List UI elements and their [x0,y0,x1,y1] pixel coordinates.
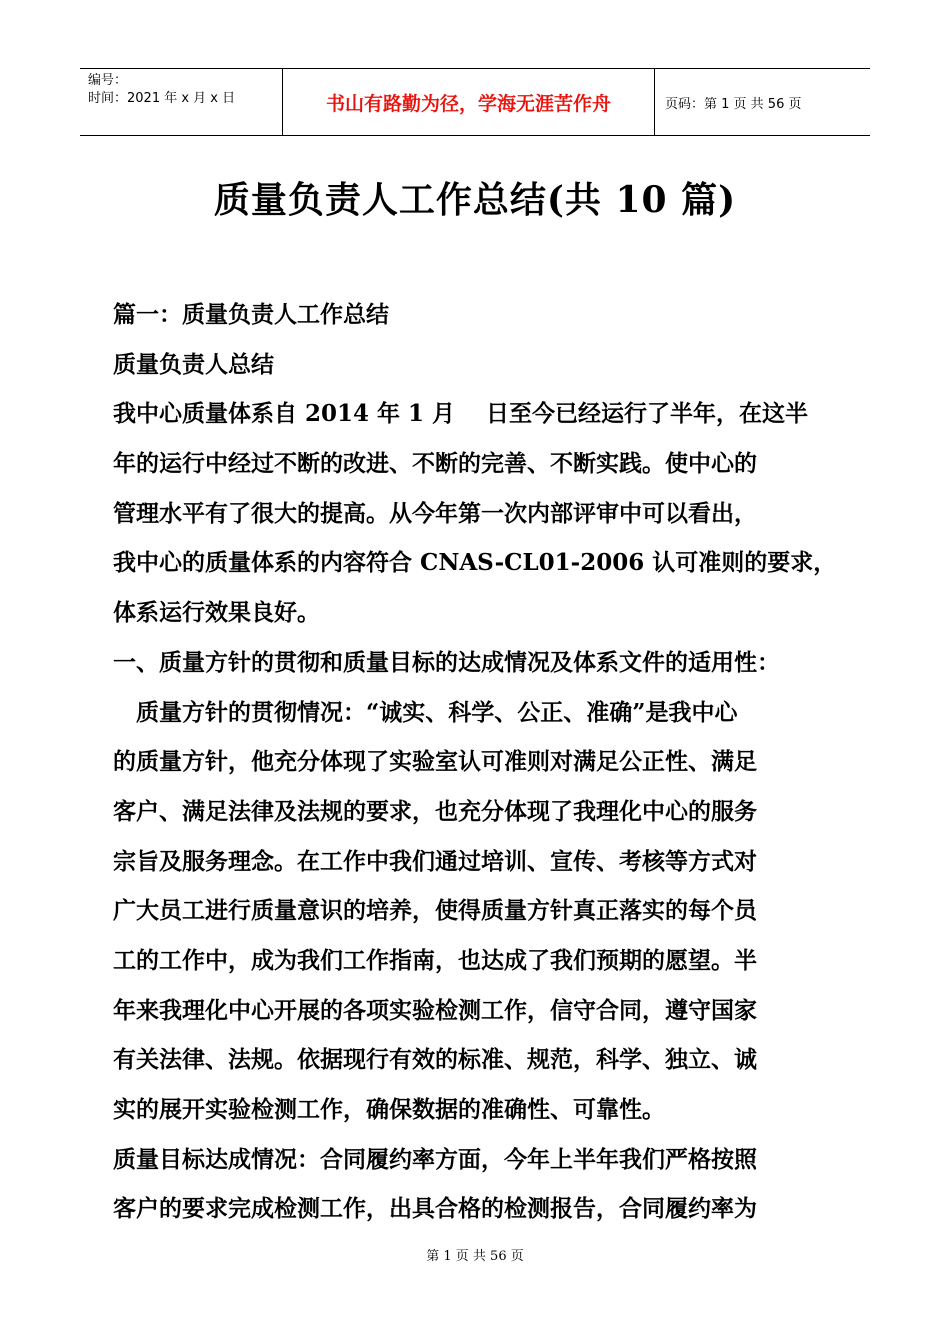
body-line: 体系运行效果良好。 [113,599,320,627]
body-line: 工的工作中，成为我们工作指南，也达成了我们预期的愿望。半 [113,946,757,974]
body-line: 质量方针的贯彻情况：“诚实、科学、公正、准确”是我中心 [113,698,738,726]
body-line: 宗旨及服务理念。在工作中我们通过培训、宣传、考核等方式对 [113,847,757,875]
body-line: 实的展开实验检测工作，确保数据的准确性、可靠性。 [113,1096,665,1123]
body-line: 质量负责人总结 [113,350,274,378]
body-line: 管理水平有了很大的提高。从今年第一次内部评审中可以看出， [113,499,757,527]
body-line: 篇一：质量负责人工作总结 [113,301,389,328]
body-line: 有关法律、法规。依据现行有效的标准、规范，科学、独立、诚 [113,1046,757,1074]
body-line: 客户、满足法律及法规的要求，也充分体现了我理化中心的服务 [113,797,757,825]
body-line: 广大员工进行质量意识的培养，使得质量方针真正落实的每个员 [113,897,757,925]
page-header [80,68,870,136]
document-date: 时间：2021 年 x 月 x 日 [88,91,236,106]
header-motto: 书山有路勤为径，学海无涯苦作舟 [282,69,655,135]
document-body [113,290,853,1234]
body-line: 的质量方针，他充分体现了实验室认可准则对满足公正性、满足 [113,748,757,776]
document-title: 质量负责人工作总结(共 10 篇) [213,179,737,221]
body-line: 年来我理化中心开展的各项实验检测工作，信守合同，遵守国家 [113,996,757,1024]
body-line: 我中心的质量体系的内容符合 CNAS-CL01-2006 认可准则的要求， [113,549,837,577]
body-line: 年的运行中经过不断的改进、不断的完善、不断实践。使中心的 [113,450,757,478]
body-line: 一、质量方针的贯彻和质量目标的达成情况及体系文件的适用性： [113,648,780,676]
header-page-info: 页码：第 1 页 共 56 页 [665,96,802,112]
document-number-label: 编号： [88,73,128,88]
header-meta [80,69,282,135]
body-line: 质量目标达成情况：合同履约率方面，今年上半年我们严格按照 [113,1145,757,1173]
page-footer: 第 1 页 共 56 页 [426,1249,524,1264]
body-line: 客户的要求完成检测工作，出具合格的检测报告，合同履约率为 [113,1195,757,1223]
body-line: 我中心质量体系自 2014 年 1 月 日至今已经运行了半年，在这半 [113,400,809,428]
